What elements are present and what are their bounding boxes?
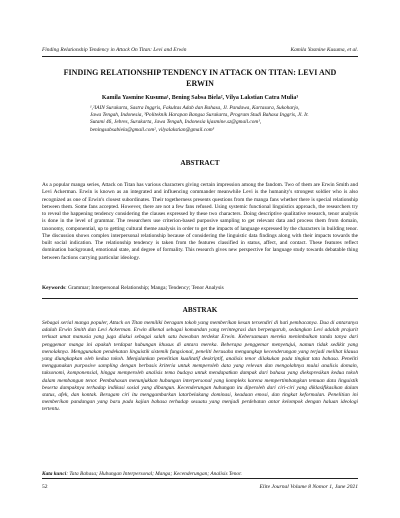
keywords-line (42, 285, 358, 292)
abstract-divider (42, 298, 358, 299)
paper-title-line-1: FINDING RELATIONSHIP TENDENCY IN ATTACK ON TITAN: LEVI AND (63, 68, 337, 77)
author-list: Kamila Yasmine Kusuma¹, Bening Sabsa Biela², Vilya Lakstian Catra Mulia³ (101, 95, 299, 101)
keywords-label: Keywords (42, 285, 66, 291)
abstrak-heading: ABSTRAK (182, 306, 218, 314)
kata-kunci-label: Kata kunci (42, 471, 67, 477)
abstract-body: As a popular manga series, Attack on Titan has various characters giving certain impression among the fandom. Two of them are Erwin Smith and Levi Ackerman. Erwin is known as an integrated and influencing commander meanwhile Levi is the humanity's strongest soldier who is also recognized as one of Erwin's closest subordinates. Their togetherness presents questions from the manga fans whether there is special relationship between them. Some fans accepted. However, there are not a few fans refused. Using systemic functional linguistics approach, the researchers try to reveal the happening tendency considering the clauses expressed by these two characters. Doing descriptive qualitative research, tenor analysis is done in the level of grammar. The researchers use criterion-based purposive sampling to get relevant data and process them from domain, taxonomy, componential, up to getting cultural theme analysis in order to get the impacts of language expressed by the characters in building tenor. The discussion shows complex interpersonal relationship because of considering the linguistic data findings along with their impacts towards the built social indication. The relationship tendency is taken from the features classified in status, affect, and contact. These features reflect domination background, emotional state, and degree of formality. This research gives new perspective for language study towards debatable thing between factions carrying particular ideology. (42, 182, 358, 261)
paper-title-line-2: ERWIN (186, 78, 214, 88)
running-header (42, 47, 358, 53)
author-affiliations: ¹,²IAIN Surakarta, Sastra Inggris, Fakultas Adab dan Bahasa, Jl. Pandawa, Kartasura, Sukoharjo, Jawa Tengah, Indonesia, ³Politeknik Harapan Bangsa Surakarta, Program Studi Bahasa Inggris, Jl. Ir. Sutami 46, Jebres, Surakarta, Jawa Tengah, Indonesia kjasmine.sz@gmail.com¹, beningsabsabiela@gmail.com², vilyalakstian@gmail.com³ (90, 105, 309, 133)
paper-title (60, 68, 340, 89)
page-number: 52 (42, 484, 48, 490)
page-footer (42, 484, 358, 490)
kata-kunci-line (42, 471, 358, 477)
keywords-values: : Grammar; Interpersonal Relationship; Manga; Tendency; Tenor Analysis (65, 285, 224, 291)
journal-citation: Elite Journal Volume 8 Nomor 1, June 2021 (259, 484, 358, 490)
footer-rule (42, 478, 358, 479)
header-rule (42, 56, 358, 57)
kata-kunci-values: : Tata Bahasa; Hubungan Interpersonal; Manga; Kecenderungan; Analisis Tenor. (66, 471, 242, 477)
running-header-authors: Kamila Yasmine Kusuma, et al. (290, 47, 358, 53)
running-header-title: Finding Relationship Tendency in Attack On Titan: Levi and Erwin (42, 47, 187, 53)
abstrak-body: Sebagai serial manga populer, Attack on Titan memiliki beragam tokoh yang memberikan kesan tersendiri di hati pembacanya. Dua di antaranya adalah Erwin Smith dan Levi Ackerman. Erwin dikenal sebagai komandan yang terintegrasi dan berpengaruh, sedangkan Levi adalah prajurit terkuat umat manusia yang juga diakui sebagai salah satu bawahan terdekat Erwin. Kebersamaan mereka menimbulkan tanda tanya dari penggemar manga ini apakah terdapat hubungan khusus di antara mereka. Beberapa penggemar menyetujui, namun tidak sedikit yang menolaknya. Menggunakan pendekatan linguistik sistemik fungsional, peneliti berusaha mengungkap kecenderungan yang terjadi melihat klausa yang diungkapkan oleh kedua tokoh. Menjalankan penelitian kualitatif deskriptif, analisis tenor dilakukan pada tingkat tata bahasa. Peneliti menggunakan purposive sampling dengan berbasis kriteria untuk memperoleh data yang relevan dan mengolahnya mulai analisis domain, taksonomi, komponensial, hingga memperoleh analisis tema budaya untuk mendapatkan dampak dari bahasa yang diekspresikan kedua tokoh dalam membangun tenor. Pembahasan menunjukkan hubungan interpersonal yang kompleks karena mempertimbangkan temuan data linguistik beserta dampaknya terhadap indikasi sosial yang dibangun. Kecenderungan hubungan itu diperoleh dari ciri-ciri yang diklasifikasikan dalam status, afek, dan kontak. Beragam ciri itu menggambarkan latarbelakang dominasi, keadaan emosi, dan tingkat keformalan. Penelitian ini memberikan pandangan yang baru pada kajian bahasa terhadap sesuatu yang menjadi perdebatan antar kelompok dengan haluan ideologi tertentu. (42, 320, 358, 413)
abstract-heading: ABSTRACT (180, 159, 220, 167)
